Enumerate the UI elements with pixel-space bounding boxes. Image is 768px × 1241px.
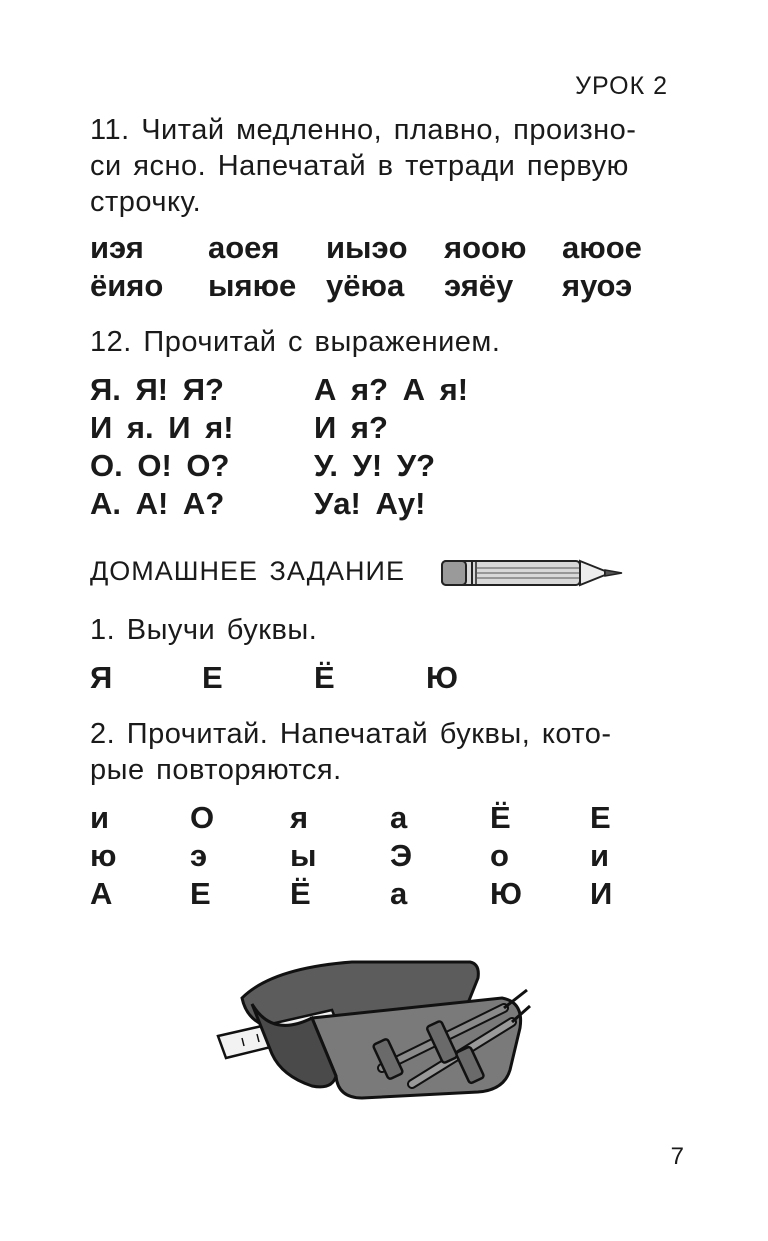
exercise-11-line-1: 11. Читай медленно, плавно, произно- (90, 114, 637, 146)
letter: О (190, 800, 215, 835)
phrase: И я. И я! (90, 410, 234, 445)
homework-task-2-line-1: 2. Прочитай. Напечатай буквы, кото- (90, 718, 612, 750)
letter: И (590, 876, 613, 911)
letter: а (390, 800, 408, 835)
syllable-group: иэя (90, 230, 144, 265)
letter: а (390, 876, 408, 911)
exercise-12-title: 12. Прочитай с выражением. (90, 326, 501, 358)
pencil-icon (440, 558, 624, 588)
letter: и (90, 800, 110, 835)
phrase: У. У! У? (314, 448, 436, 483)
letter: Ю (490, 876, 522, 911)
letter: Ю (426, 660, 458, 695)
letter: Ё (490, 800, 511, 835)
phrase: А я? А я! (314, 372, 469, 407)
syllable-group: аюое (562, 230, 642, 265)
letter: э (190, 838, 208, 873)
pencil-case-icon (212, 958, 537, 1103)
syllable-group: ыяюе (208, 268, 297, 303)
syllable-group: эяёу (444, 268, 514, 303)
letter: Ё (290, 876, 311, 911)
phrase: Я. Я! Я? (90, 372, 224, 407)
letter: о (490, 838, 509, 873)
syllable-group: уёюа (326, 268, 405, 303)
syllable-group: яуоэ (562, 268, 633, 303)
letter: ы (290, 838, 317, 873)
letter: Е (190, 876, 211, 911)
phrase: Уа! Ау! (314, 486, 426, 521)
phrase: О. О! О? (90, 448, 230, 483)
homework-task-1-title: 1. Выучи буквы. (90, 614, 318, 646)
letter: Э (390, 838, 413, 873)
exercise-11-line-3: строчку. (90, 186, 202, 218)
homework-task-2-line-2: рые повторяются. (90, 754, 342, 786)
syllable-group: аоея (208, 230, 280, 265)
syllable-group: иыэо (326, 230, 408, 265)
letter: Е (590, 800, 611, 835)
letter: ю (90, 838, 117, 873)
phrase: А. А! А? (90, 486, 225, 521)
letter: А (90, 876, 113, 911)
letter: Ё (314, 660, 335, 695)
letter: я (290, 800, 309, 835)
letter: Е (202, 660, 223, 695)
lesson-header: УРОК 2 (575, 72, 668, 100)
letter: и (590, 838, 610, 873)
syllable-group: яоою (444, 230, 527, 265)
exercise-11-line-2: си ясно. Напечатай в тетради первую (90, 150, 629, 182)
letter: Я (90, 660, 113, 695)
homework-title: ДОМАШНЕЕ ЗАДАНИЕ (90, 556, 405, 586)
phrase: И я? (314, 410, 388, 445)
syllable-group: ёияо (90, 268, 164, 303)
page-number: 7 (670, 1143, 684, 1170)
